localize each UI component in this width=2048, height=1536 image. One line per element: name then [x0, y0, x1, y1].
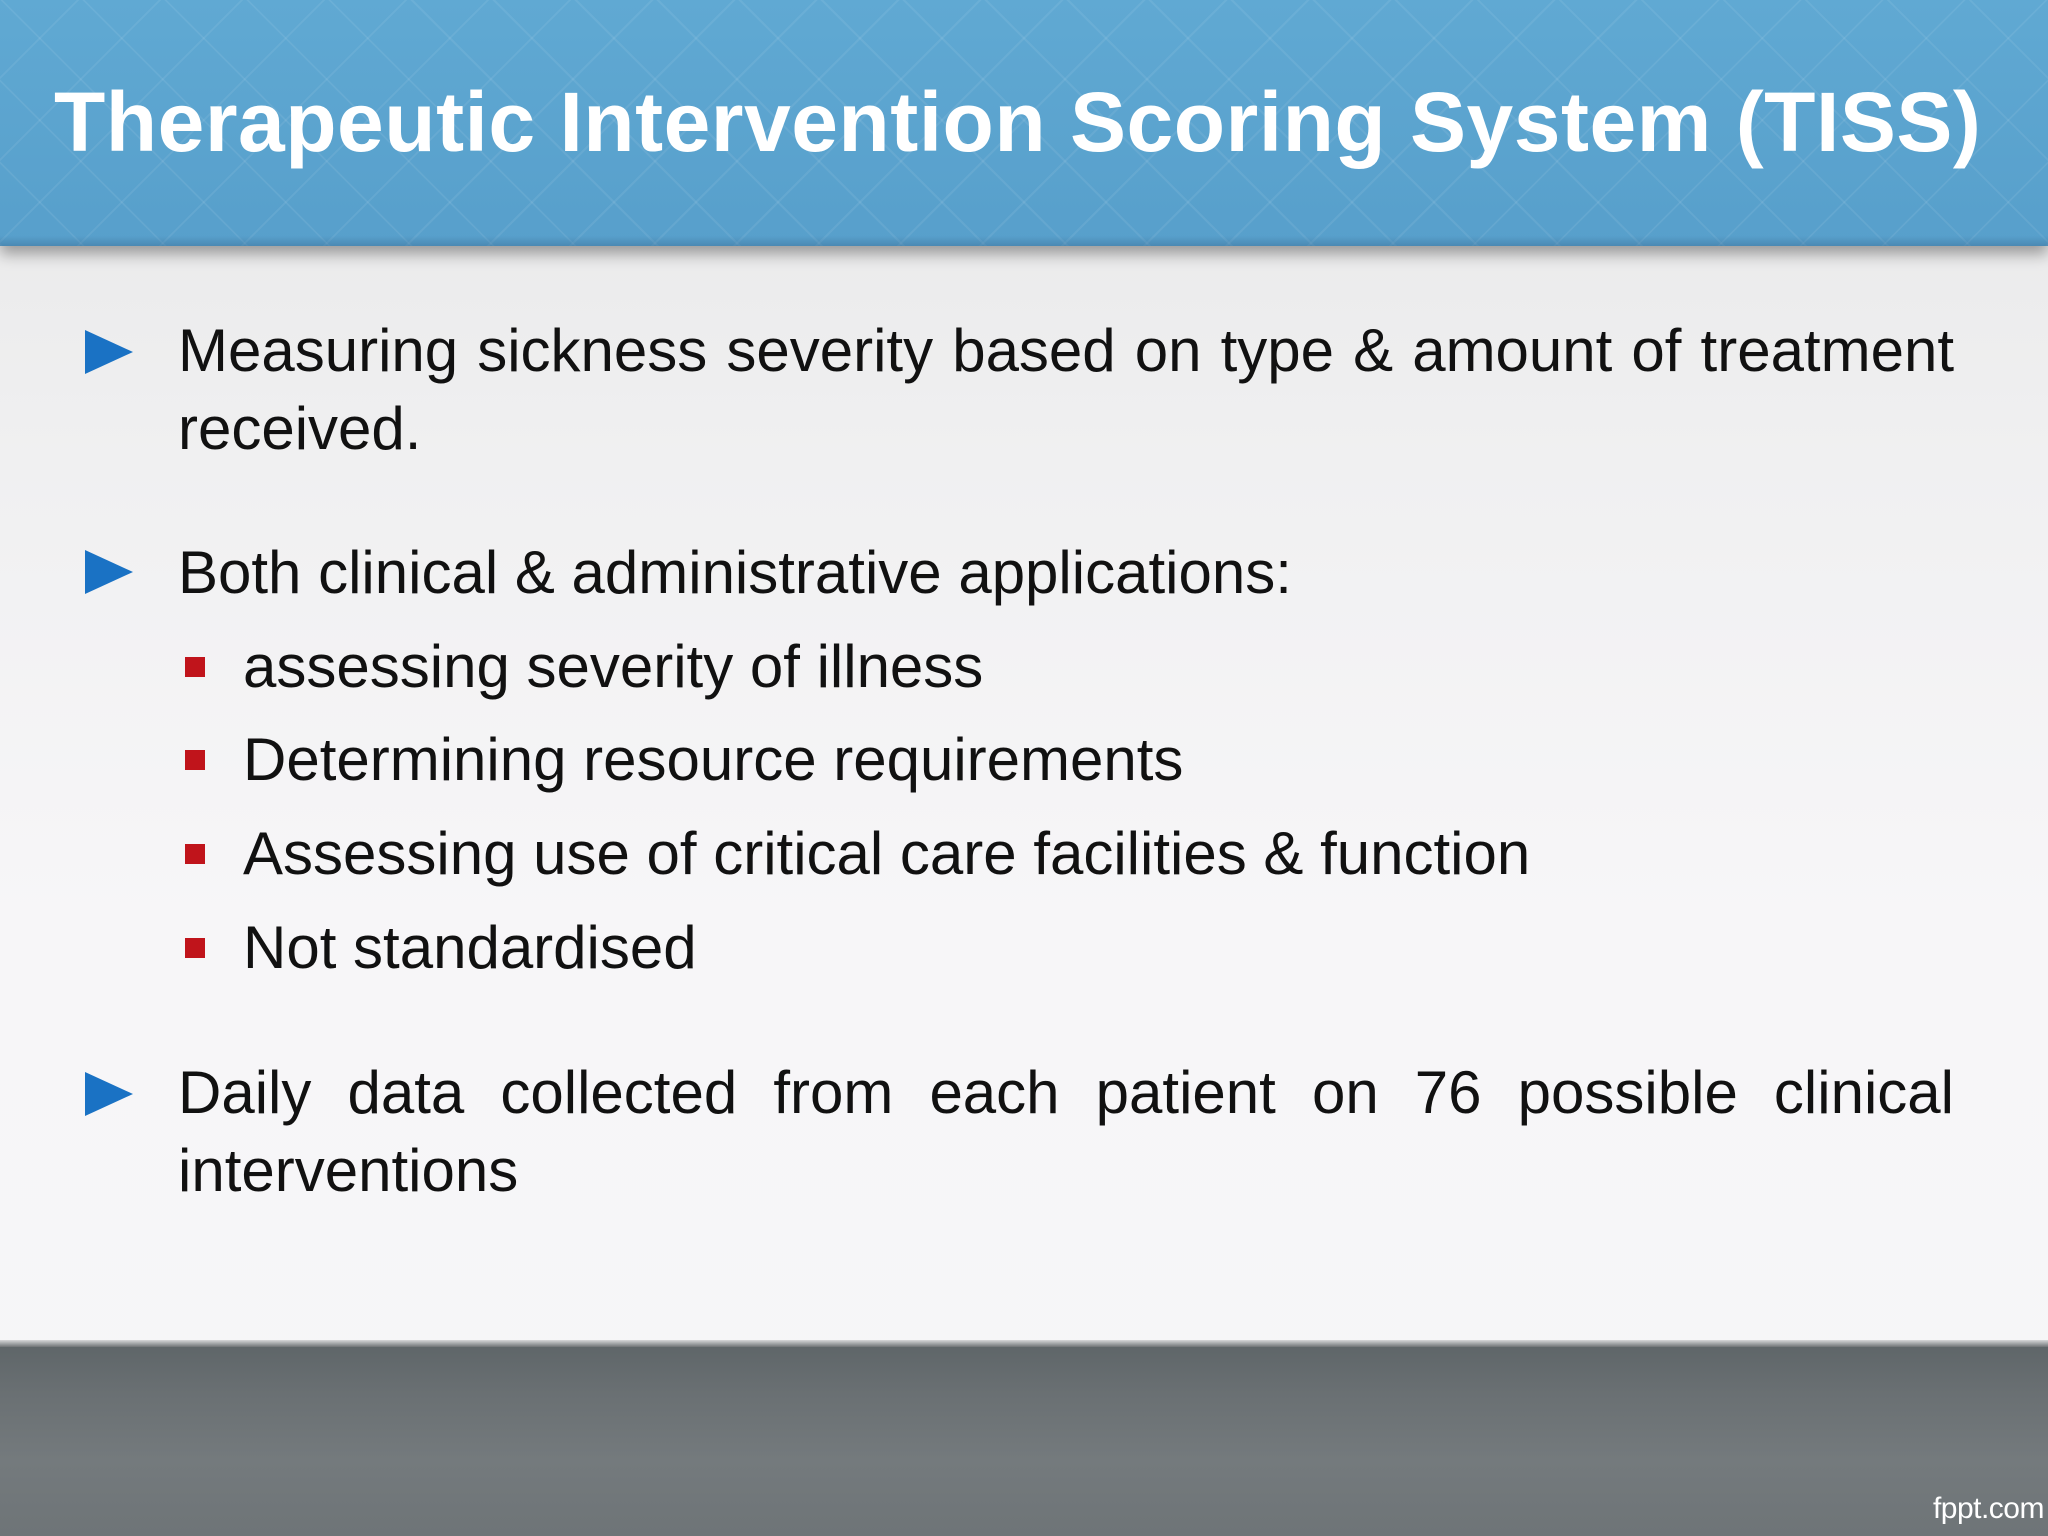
- square-icon: [185, 844, 205, 864]
- footer-band: [0, 1347, 2048, 1536]
- bullet-point-2: Both clinical & administrative applications:: [178, 539, 1292, 606]
- right-triangle-icon: [85, 550, 133, 594]
- sub-point-2: Determining resource requirements: [243, 726, 1184, 793]
- bullet-point-3: Daily data collected from each patient on 76 possible clinical interventions: [178, 1059, 1954, 1204]
- right-triangle-icon: [85, 1072, 133, 1116]
- square-icon: [185, 657, 205, 677]
- right-triangle-icon: [85, 330, 133, 374]
- sub-point-4: Not standardised: [243, 914, 697, 981]
- bullet-point-1: Measuring sickness severity based on type & amount of treatment received.: [178, 317, 1954, 462]
- square-icon: [185, 750, 205, 770]
- sub-point-1: assessing severity of illness: [243, 633, 984, 700]
- footer-credit: fppt.com: [1932, 1492, 2044, 1525]
- square-icon: [185, 938, 205, 958]
- slide-title: Therapeutic Intervention Scoring System (TISS): [54, 75, 1982, 169]
- sub-point-3: Assessing use of critical care facilities & function: [243, 820, 1531, 887]
